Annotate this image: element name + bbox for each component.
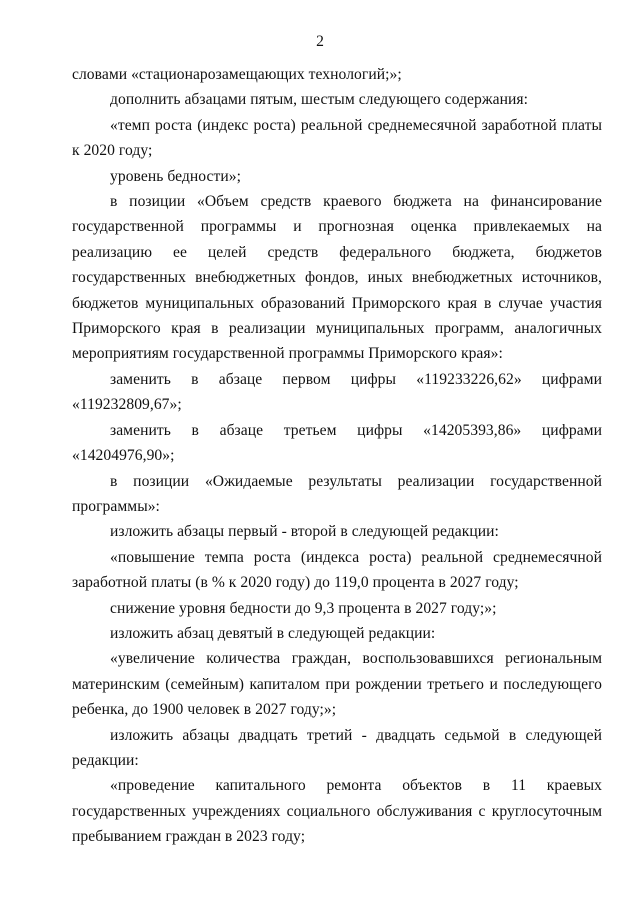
paragraph: «увеличение количества граждан, воспользовавшихся региональным материнским (семейным) капиталом при рождении третьего и последующего ребенка, до 1900 человек в 2027 году;»;	[72, 650, 602, 719]
page-number: 2	[316, 33, 324, 50]
paragraph: заменить в абзаце третьем цифры «14205393,86» цифрами «14204976,90»;	[72, 421, 602, 465]
paragraph: «проведение капитального ремонта объектов в 11 краевых государственных учреждениях социального обслуживания с круглосуточным пребыванием граждан в 2023 году;	[72, 777, 602, 846]
paragraph: дополнить абзацами пятым, шестым следующего содержания:	[110, 91, 529, 109]
paragraph: в позиции «Объем средств краевого бюджета на финансирование государственной программы и прогнозная оценка привлекаемых на реализацию ее целей средств федерального бюджета, бюджетов государственных внебюджетных фондов, иных внебюджетных источников, бюджетов муниципальных образований Приморского края в случае участия Приморского края в реализации муниципальных программ, аналогичных мероприятиям государственной программы Приморского края»:	[72, 193, 602, 363]
paragraph: в позиции «Ожидаемые результаты реализации государственной программы»:	[72, 472, 602, 515]
paragraph: «повышение темпа роста (индекса роста) реальной среднемесячной заработной платы (в % к 2020 году) до 119,0 процента в 2027 году;	[72, 548, 602, 592]
paragraph: изложить абзацы двадцать третий - двадцать седьмой в следующей редакции:	[72, 726, 602, 769]
paragraph: словами «стационарозамещающих технологий;»;	[72, 66, 402, 83]
paragraph: заменить в абзаце первом цифры «119233226,62» цифрами «119232809,67»;	[72, 370, 602, 414]
document-body	[72, 62, 602, 850]
paragraph: изложить абзац девятый в следующей редакции:	[110, 624, 436, 642]
paragraph: «темп роста (индекс роста) реальной среднемесячной заработной платы к 2020 году;	[72, 116, 602, 160]
paragraph: изложить абзацы первый - второй в следующей редакции:	[110, 523, 499, 541]
paragraph: снижение уровня бедности до 9,3 процента в 2027 году;»;	[110, 599, 497, 617]
paragraph: уровень бедности»;	[110, 167, 241, 185]
